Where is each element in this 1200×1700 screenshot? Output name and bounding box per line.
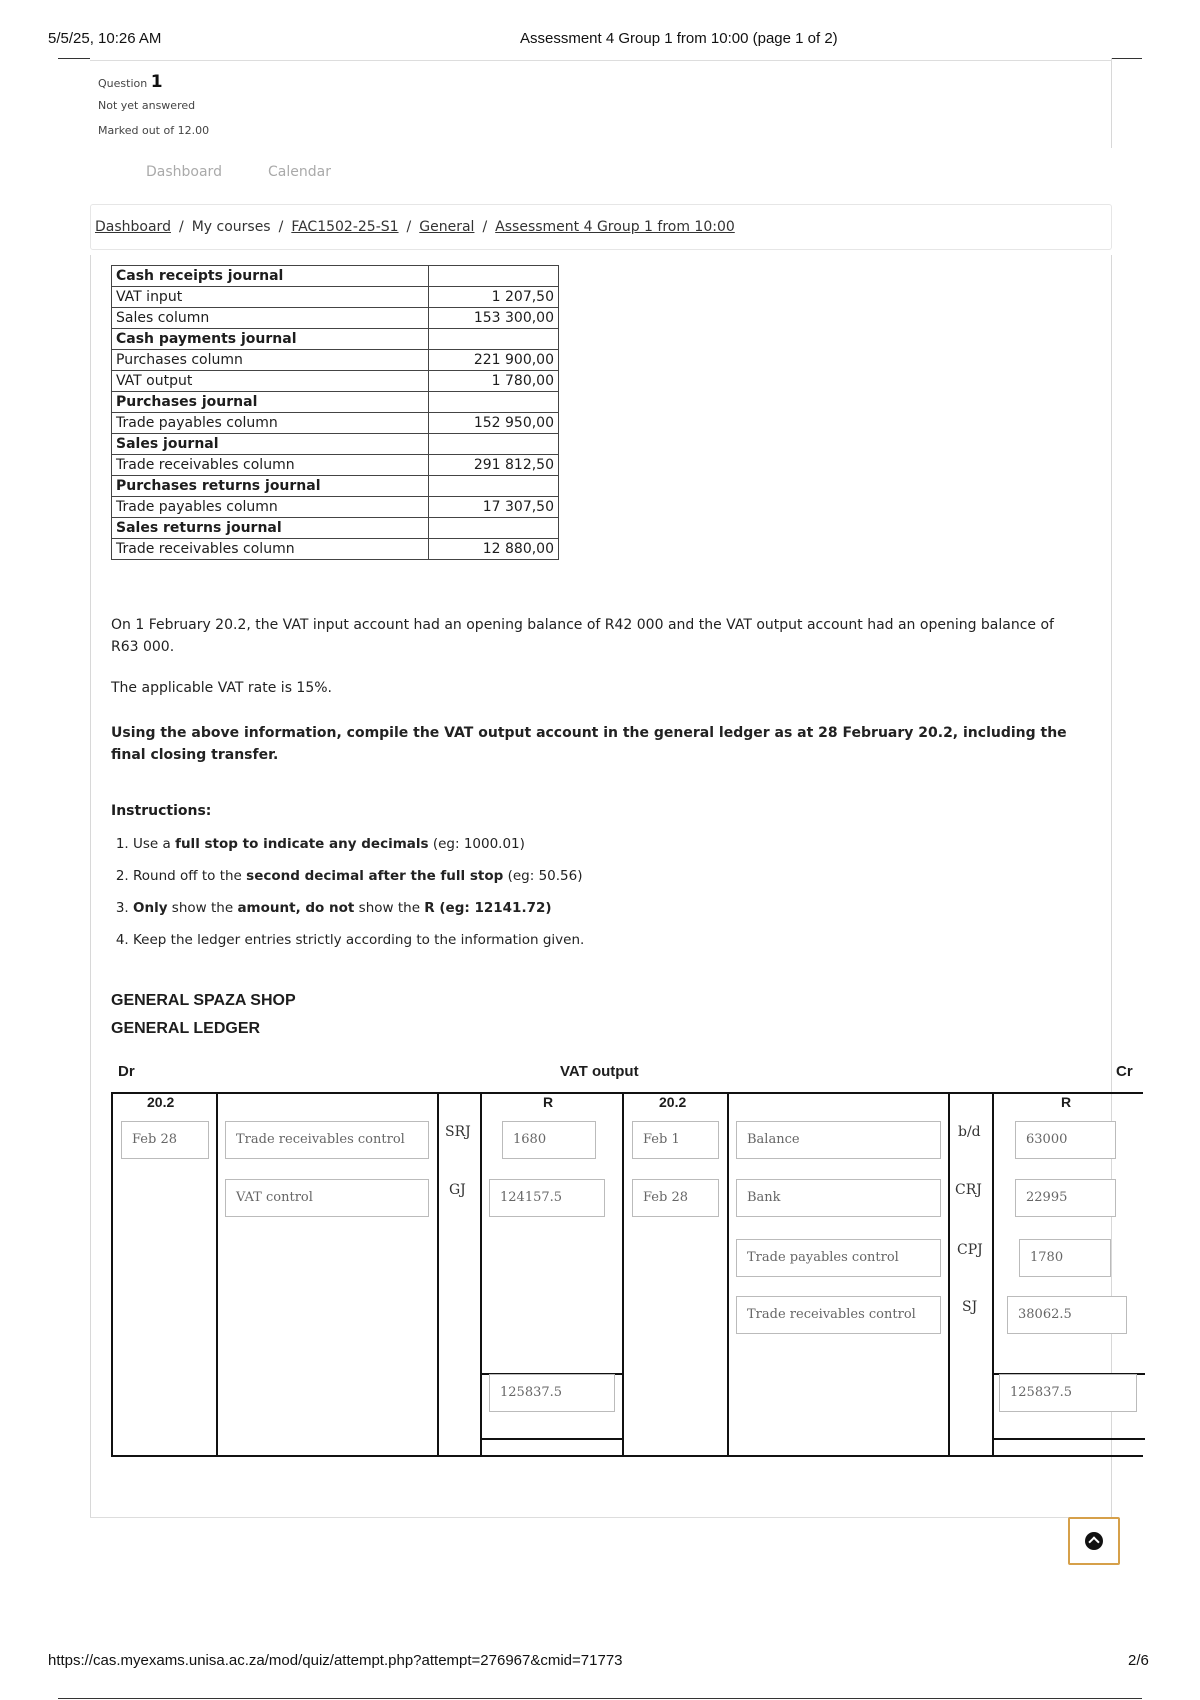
cr-date-input[interactable]: Feb 28 <box>632 1179 719 1217</box>
journal-value-cell <box>429 518 559 539</box>
journal-label-cell: Sales returns journal <box>112 518 429 539</box>
ledger-col-divider <box>622 1094 624 1455</box>
ledger-title: GENERAL LEDGER <box>111 1020 261 1037</box>
journal-value-cell: 12 880,00 <box>429 539 559 560</box>
frame-line-top <box>1111 58 1112 148</box>
table-row <box>112 287 559 308</box>
cr-details-input[interactable]: Trade receivables control <box>736 1296 941 1334</box>
ledger-t-account <box>111 1092 1143 1457</box>
table-row <box>112 266 559 287</box>
journal-label-cell: Purchases column <box>112 350 429 371</box>
journal-value-cell: 1 207,50 <box>429 287 559 308</box>
dr-details-input[interactable]: Trade receivables control <box>225 1121 429 1159</box>
journal-value-cell: 1 780,00 <box>429 371 559 392</box>
breadcrumb: Dashboard / My courses / FAC1502-25-S1 / General / Assessment 4 Group 1 from 10:00 <box>95 219 735 235</box>
journal-totals-table <box>111 265 559 560</box>
journal-value-cell <box>429 434 559 455</box>
dr-details-input[interactable]: VAT control <box>225 1179 429 1217</box>
print-page-number: 2/6 <box>1128 1652 1149 1669</box>
instructions-heading: Instructions: <box>111 803 212 819</box>
question-info <box>98 72 163 92</box>
header-rule-left <box>58 58 90 59</box>
dr-total-input[interactable]: 125837.5 <box>489 1374 615 1412</box>
table-row <box>112 308 559 329</box>
cr-amount-input[interactable]: 63000 <box>1015 1121 1116 1159</box>
journal-label-cell: Cash receipts journal <box>112 266 429 287</box>
cr-folio: b/d <box>958 1124 981 1140</box>
instruction-item: 3. Only show the amount, do not show the R (eg: 12141.72) <box>133 897 584 929</box>
instructions-list <box>111 833 584 961</box>
journal-value-cell: 221 900,00 <box>429 350 559 371</box>
journal-label-cell: Cash payments journal <box>112 329 429 350</box>
table-row <box>112 455 559 476</box>
back-to-top-button[interactable] <box>1068 1517 1120 1565</box>
journal-label-cell: Trade payables column <box>112 497 429 518</box>
breadcrumb-dashboard[interactable]: Dashboard <box>95 219 171 235</box>
ledger-col-divider <box>216 1094 218 1455</box>
ledger-dr-label: Dr <box>118 1063 135 1080</box>
ledger-account-name: VAT output <box>560 1063 639 1080</box>
table-row <box>112 371 559 392</box>
cr-details-input[interactable]: Trade payables control <box>736 1239 941 1277</box>
ledger-col-divider <box>480 1094 482 1455</box>
ledger-cr-r: R <box>1061 1094 1072 1110</box>
cr-date-input[interactable]: Feb 1 <box>632 1121 719 1159</box>
question-task: Using the above information, compile the VAT output account in the general ledger as at 28 February 20.2, including the final closing transfer. <box>111 725 1067 763</box>
instruction-item: 1. Use a full stop to indicate any decimals (eg: 1000.01) <box>133 833 584 865</box>
journal-label-cell: VAT input <box>112 287 429 308</box>
question-number: 1 <box>150 72 163 92</box>
cr-amount-input[interactable]: 38062.5 <box>1007 1296 1127 1334</box>
journal-label-cell: Sales column <box>112 308 429 329</box>
journal-value-cell: 17 307,50 <box>429 497 559 518</box>
question-marks: Marked out of 12.00 <box>98 124 210 137</box>
business-name: GENERAL SPAZA SHOP <box>111 992 296 1009</box>
table-row <box>112 413 559 434</box>
journal-label-cell: Trade receivables column <box>112 455 429 476</box>
table-row <box>112 329 559 350</box>
ledger-col-divider <box>727 1094 729 1455</box>
instruction-item: 4. Keep the ledger entries strictly according to the information given. <box>133 929 584 961</box>
cr-folio: CPJ <box>957 1242 983 1258</box>
journal-value-cell <box>429 329 559 350</box>
table-row <box>112 518 559 539</box>
breadcrumb-quiz[interactable]: Assessment 4 Group 1 from 10:00 <box>495 219 735 235</box>
question-paragraph-balances: On 1 February 20.2, the VAT input account had an opening balance of R42 000 and the VAT output account had an opening balance of R63 000. <box>111 617 1054 655</box>
ledger-col-divider <box>992 1094 994 1455</box>
journal-label-cell: Purchases returns journal <box>112 476 429 497</box>
question-label: Question <box>98 77 148 90</box>
footer-rule <box>58 1698 1142 1699</box>
header-frame-top <box>90 60 1112 61</box>
dr-total-double-rule <box>480 1438 622 1440</box>
breadcrumb-course[interactable]: FAC1502-25-S1 <box>291 219 399 235</box>
journal-value-cell <box>429 266 559 287</box>
journal-value-cell <box>429 476 559 497</box>
journal-label-cell: Trade receivables column <box>112 539 429 560</box>
journal-label-cell: Purchases journal <box>112 392 429 413</box>
ledger-col-divider <box>437 1094 439 1455</box>
header-rule-right <box>1112 58 1142 59</box>
content-frame-bottom <box>90 1517 1112 1518</box>
breadcrumb-section[interactable]: General <box>419 219 475 235</box>
table-row <box>112 350 559 371</box>
dr-folio: SRJ <box>445 1124 471 1140</box>
nav-calendar[interactable]: Calendar <box>268 164 331 180</box>
cr-total-input[interactable]: 125837.5 <box>999 1374 1137 1412</box>
journal-value-cell <box>429 392 559 413</box>
print-title: Assessment 4 Group 1 from 10:00 (page 1 of 2) <box>520 30 838 47</box>
content-frame-left <box>90 255 91 1517</box>
cr-details-input[interactable]: Balance <box>736 1121 941 1159</box>
cr-total-double-rule <box>992 1438 1145 1440</box>
journal-value-cell: 152 950,00 <box>429 413 559 434</box>
ledger-dr-r: R <box>543 1094 554 1110</box>
ledger-cr-year: 20.2 <box>659 1094 687 1110</box>
breadcrumb-my-courses: My courses <box>191 219 271 235</box>
print-url: https://cas.myexams.unisa.ac.za/mod/quiz/attempt.php?attempt=276967&cmid=71773 <box>48 1652 623 1669</box>
instruction-item: 2. Round off to the second decimal after the full stop (eg: 50.56) <box>133 865 584 897</box>
table-row <box>112 539 559 560</box>
cr-folio: CRJ <box>955 1182 982 1198</box>
journal-value-cell: 291 812,50 <box>429 455 559 476</box>
cr-amount-input[interactable]: 22995 <box>1015 1179 1116 1217</box>
journal-label-cell: VAT output <box>112 371 429 392</box>
dr-amount-input[interactable]: 1680 <box>502 1121 596 1159</box>
cr-folio: SJ <box>962 1299 978 1315</box>
print-datetime: 5/5/25, 10:26 AM <box>48 30 162 47</box>
question-paragraph-vat-rate: The applicable VAT rate is 15%. <box>111 680 332 696</box>
journal-label-cell: Sales journal <box>112 434 429 455</box>
journal-label-cell: Trade payables column <box>112 413 429 434</box>
journal-value-cell: 153 300,00 <box>429 308 559 329</box>
question-status: Not yet answered <box>98 99 196 112</box>
ledger-dr-year: 20.2 <box>147 1094 175 1110</box>
dr-amount-input[interactable]: 124157.5 <box>489 1179 605 1217</box>
dr-folio: GJ <box>449 1182 466 1198</box>
ledger-col-divider <box>948 1094 950 1455</box>
cr-amount-input[interactable]: 1780 <box>1019 1239 1111 1277</box>
table-row <box>112 476 559 497</box>
nav-dashboard[interactable]: Dashboard <box>146 164 222 180</box>
dr-date-input[interactable]: Feb 28 <box>121 1121 209 1159</box>
ledger-cr-label: Cr <box>1116 1063 1133 1080</box>
cr-details-input[interactable]: Bank <box>736 1179 941 1217</box>
table-row <box>112 434 559 455</box>
table-row <box>112 497 559 518</box>
arrow-up-icon <box>1085 1532 1103 1550</box>
table-row <box>112 392 559 413</box>
